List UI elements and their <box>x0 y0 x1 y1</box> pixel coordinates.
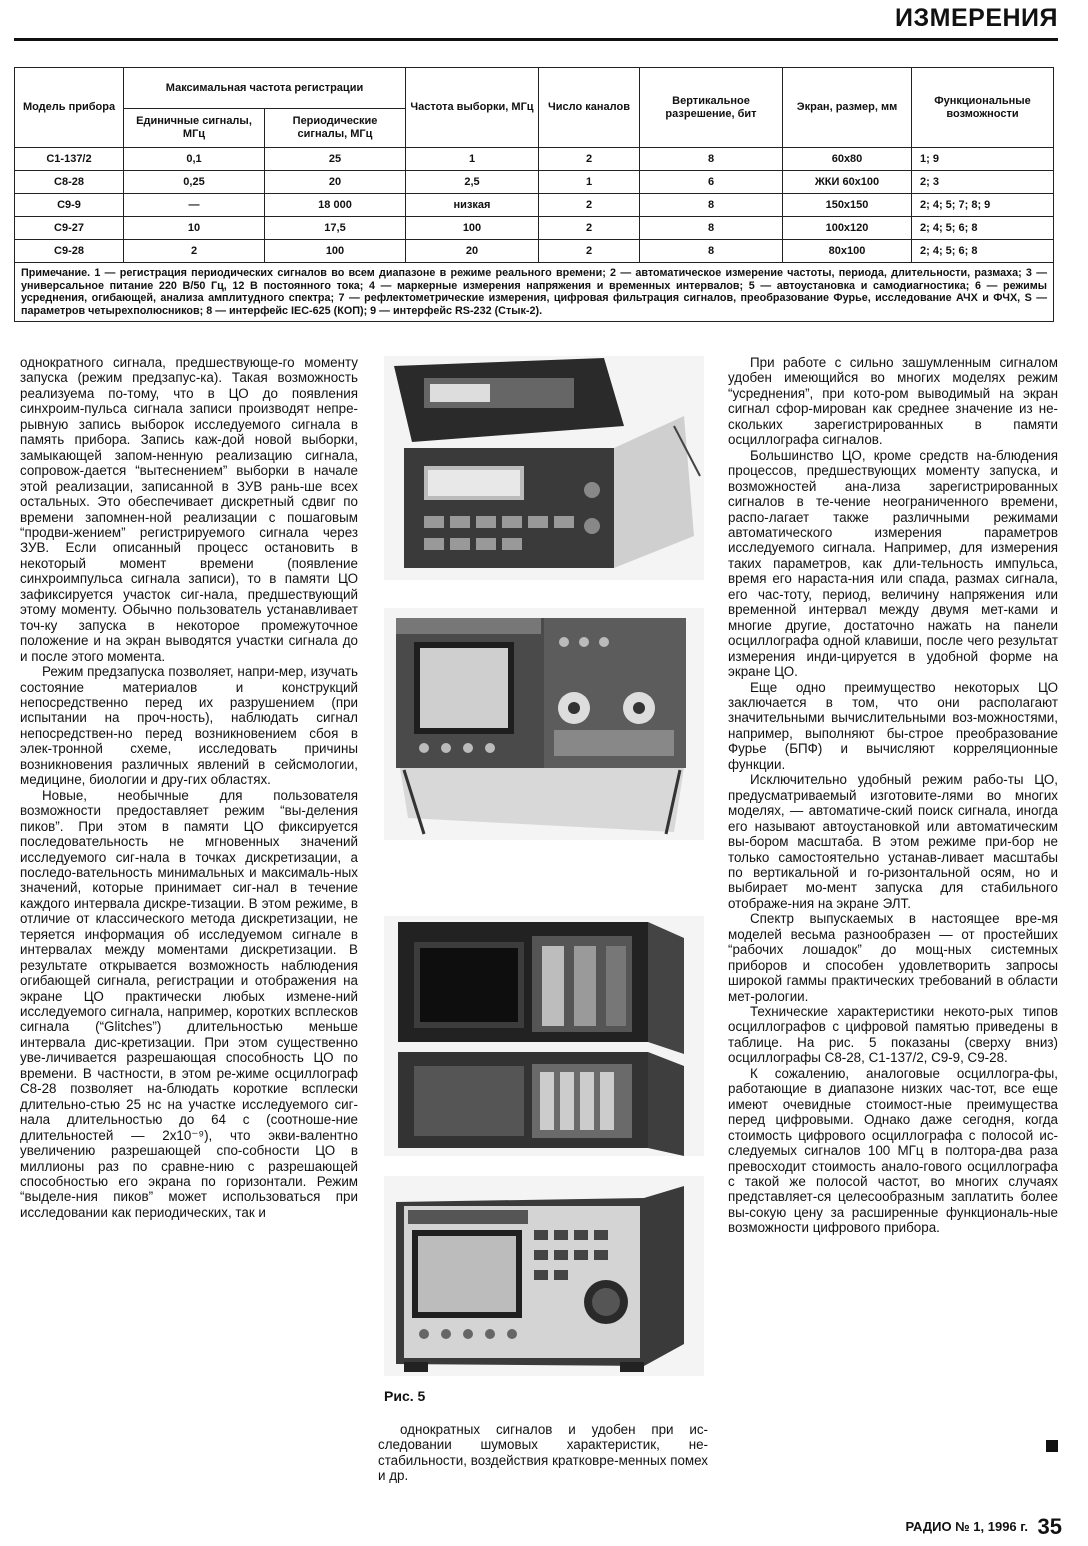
cell-model: С9-9 <box>15 194 124 217</box>
cell-model: С1-137/2 <box>15 148 124 171</box>
paragraph: К сожалению, аналоговые осциллогра-фы, работающие в диапазоне низких час-тот, все еще имеют очевидные стоимост-ные преимущества перед цифровыми. Однако даже сегодня, когда стоимость цифрового осциллографа с полосой ис-следуемых сигналов 100 МГц в полтора-два раза превосходит стоимость анало-гового осциллографа с такой же полосой частот, во многих случаях представляет-ся целесообразным заплатить более вы-сокую цену за расширенные функциональ-ные возможности цифрового прибора. <box>728 1065 1058 1236</box>
page-number: 35 <box>1037 1514 1062 1539</box>
cell-functions: 2; 3 <box>912 171 1054 194</box>
cell-single: 10 <box>124 217 265 240</box>
cell-channels: 2 <box>539 194 640 217</box>
table-row <box>15 171 1054 194</box>
cell-functions: 1; 9 <box>912 148 1054 171</box>
table-note: Примечание. 1 — регистрация периодических сигналов во всем диапазоне в режиме реального времени; 2 — автоматическое измерение частоты, периода, длительности, размаха; 3 — универсальное питание 220 В/50 Гц, 12 В постоянного тока; 4 — маркерные измерения напряжения и временных интервалов; 5 — автоустановка и самодиагностика; 6 — режимы усреднения, огибающей, анализа амплитудного спектра; 7 — рефлектометрические измерения, цифровая фильтрация сигналов, преобразование Фурье, исследование АЧХ и ФЧХ, S — параметров четырехполюсников; 8 — интерфейс IEC-625 (КОП); 9 — интерфейс RS-232 (Стык-2). <box>15 263 1054 322</box>
paragraph: Еще одно преимущество некоторых ЦО заключается в том, что они располагают значительными вычислительными воз-можностями, например, выполняют бы-строе преобразование Фурье (БПФ) и вычисляют корреляционные функции. <box>728 679 1058 772</box>
cell-functions: 2; 4; 5; 7; 8; 9 <box>912 194 1054 217</box>
th-channels: Число каналов <box>539 68 640 148</box>
cell-screen: 150х150 <box>783 194 912 217</box>
cell-vertical: 8 <box>640 217 783 240</box>
cell-screen: 100х120 <box>783 217 912 240</box>
section-header: ИЗМЕРЕНИЯ <box>895 4 1058 32</box>
photo-oscilloscope-c1-137 <box>384 608 704 840</box>
paragraph: При работе с сильно зашумленным сигналом удобен имеющийся во многих моделях режим “усреднения”, при кото-ром выводимый на экран сигнал сфор-мирован как среднее значение из не-скольких зарегистрированных в памяти осциллографа сигналов. <box>728 355 1058 448</box>
cell-single: 2 <box>124 240 265 263</box>
th-vertical: Вертикальное разрешение, бит <box>640 68 783 148</box>
table-note-row <box>15 263 1054 322</box>
cell-periodic: 100 <box>265 240 406 263</box>
cell-sampling: 1 <box>406 148 539 171</box>
cell-sampling: низкая <box>406 194 539 217</box>
paragraph: Исключительно удобный режим рабо-ты ЦО, предусматриваемый изготовите-лями во многих моделях, — автоматиче-ский поиск сигнала, иногда его называют автоустановкой или автоматическим вы-бором масштаба. В этом режиме при-бор не только самостоятельно устанав-ливает масштабы по вертикальной и го-ризонтальной осям, но и выбирает мо-мент запуска для стабильного отображе-ния на экране ЭЛТ. <box>728 772 1058 911</box>
table-row <box>15 194 1054 217</box>
left-column <box>20 355 358 1220</box>
table-row <box>15 148 1054 171</box>
cell-channels: 1 <box>539 171 640 194</box>
cell-vertical: 6 <box>640 171 783 194</box>
cell-vertical: 8 <box>640 240 783 263</box>
photo-oscilloscope-c9-9 <box>384 916 704 1156</box>
figure-caption: Рис. 5 <box>384 1388 426 1404</box>
paragraph: однократного сигнала, предшествующе-го моменту запуска (режим предзапус-ка). Такая возможность реализуема по-тому, что в ЦО до появления синхроим-пульса сигнала записи производят непре-рывную запись выборок исследуемого сигнала в память прибора. Запись каж-дой новой выборки, замыкающей запом-ненную реализацию сигнала, сопровож-дается “вытеснением” выборки в начале этой реализации, записанной в ЗУВ рань-ше всех остальных. Это обеспечивает дискретный сдвиг по времени запомнен-ной реализации с пошаговым “продви-жением” регистрируемого сигнала через ЗУВ. Если описанный процесс остановить в некоторый момент времени (появление синхроимпульса сигнала записи), то в памяти ЦО зафиксируется участок сиг-нала, предшествующий этому моменту. Обычно пользователь устанавливает точ-ку запуска в некоторое промежуточное положение и на экран выводятся участки сигнала до и после этого момента. <box>20 355 358 664</box>
cell-periodic: 17,5 <box>265 217 406 240</box>
cell-channels: 2 <box>539 148 640 171</box>
cell-screen: 80х100 <box>783 240 912 263</box>
photo-oscilloscope-c8-28 <box>384 356 704 580</box>
th-single: Единичные сигналы, МГц <box>124 109 265 148</box>
cell-model: С8-28 <box>15 171 124 194</box>
cell-functions: 2; 4; 5; 6; 8 <box>912 240 1054 263</box>
header-rule <box>14 38 1058 41</box>
th-model: Модель прибора <box>15 68 124 148</box>
cell-sampling: 20 <box>406 240 539 263</box>
cell-functions: 2; 4; 5; 6; 8 <box>912 217 1054 240</box>
th-functions: Функциональные возможности <box>912 68 1054 148</box>
right-column <box>728 355 1058 1236</box>
cell-periodic: 25 <box>265 148 406 171</box>
cell-screen: ЖКИ 60х100 <box>783 171 912 194</box>
cell-channels: 2 <box>539 217 640 240</box>
cell-single: 0,1 <box>124 148 265 171</box>
cell-channels: 2 <box>539 240 640 263</box>
paragraph: Технические характеристики некото-рых типов осциллографов с цифровой памятью приведены в таблице. На рис. 5 показаны (сверху вниз) осциллографы С8-28, С1-137/2, С9-9, С9-28. <box>728 1004 1058 1066</box>
th-max-freq: Максимальная частота регистрации <box>124 68 406 109</box>
cell-periodic: 18 000 <box>265 194 406 217</box>
footer-issue: РАДИО № 1, 1996 г. <box>905 1519 1028 1534</box>
cell-screen: 60х80 <box>783 148 912 171</box>
cell-sampling: 100 <box>406 217 539 240</box>
table-row <box>15 240 1054 263</box>
photo-oscilloscope-c9-28 <box>384 1176 704 1376</box>
th-screen: Экран, размер, мм <box>783 68 912 148</box>
cell-vertical: 8 <box>640 148 783 171</box>
end-of-article-mark <box>1046 1440 1058 1452</box>
th-periodic: Периодические сигналы, МГц <box>265 109 406 148</box>
cell-single: 0,25 <box>124 171 265 194</box>
paragraph: Спектр выпускаемых в настоящее вре-мя моделей весьма разнообразен — от простейших “рабочих лошадок” до мощ-ных системных приборов и способен удовлетворить запросы широкой гаммы практических требований в области мет-рологии. <box>728 911 1058 1004</box>
th-sampling: Частота выборки, МГц <box>406 68 539 148</box>
table-row <box>15 217 1054 240</box>
paragraph: однократных сигналов и удобен при ис-следовании шумовых характеристик, не-стабильности, воздействия кратковре-менных помех и др. <box>378 1422 708 1484</box>
paragraph: Большинство ЦО, кроме средств на-блюдения процессов, предшествующих моменту запуска, и возможностей ана-лиза зарегистрированных сигналов в те-чение неограниченного времени, распо-лагает также различными режимами автоматического измерения параметров исследуемого сигнала. Например, для измерения таких параметров, как дли-тельность импульса, время его нараста-ния или спада, размах сигнала, его час-тоту, период, величину напряжения или временной интервал между двумя мет-ками и многие другие, достаточно нажать на панели осциллографа одной клавиши, после чего результат измерения инди-цируется в удобной форме на экране ЦО. <box>728 447 1058 680</box>
spec-table <box>14 67 1054 322</box>
cell-single: — <box>124 194 265 217</box>
middle-column-text <box>378 1422 708 1484</box>
paragraph: Новые, необычные для пользователя возможности предоставляет режим “вы-деления пиков”. При этом в памяти ЦО фиксируется последовательность не мгновенных значений исследуемого сиг-нала в точках дискретизации, а последо-вательность минимальных и максималь-ных значений, которые принимает сиг-нал в течение каждого интервала дискре-тизации. В этом режиме, в отличие от классического метода дискретизации, не теряется информация об исследуемом сигнале в интервалах между моментами дискретизации. В результате открывается возможность наблюдения огибающей сигнала, регистрации и отображения на экране ЦО практически любых измене-ний исследуемого сигнала, например, коротких всплесков сигнала (“Glitches”) длительностью меньше интервала дис-кретизации. При этом существенно уве-личивается разрешающая способность ЦО по времени. В частности, в этом ре-жиме осциллограф С8-28 позволяет на-блюдать короткие всплески длительно-стью 25 нс на участке исследуемого сиг-нала длительностью до 64 с (соотноше-ние длительностей — 2x10⁻⁹), что экви-валентно увеличению разрешающей спо-собности ЦО в миллионы раз по сравне-нию с разрешающей способностью его экрана по горизонтали. Режим “выделе-ния пиков” может использоваться при исследовании как периодических, так и <box>20 787 358 1220</box>
cell-model: С9-27 <box>15 217 124 240</box>
cell-vertical: 8 <box>640 194 783 217</box>
cell-sampling: 2,5 <box>406 171 539 194</box>
cell-periodic: 20 <box>265 171 406 194</box>
cell-model: С9-28 <box>15 240 124 263</box>
paragraph: Режим предзапуска позволяет, напри-мер, изучать состояние материалов и конструкций непосредственно перед их разрушением (при испытании на проч-ность), наблюдать сигнал непосредствен-но перед возникновением сбоя в элек-тронной схеме, исследовать причины возникновения различных явлений в сейсмологии, медицине, биологии и дру-гих областях. <box>20 664 358 788</box>
